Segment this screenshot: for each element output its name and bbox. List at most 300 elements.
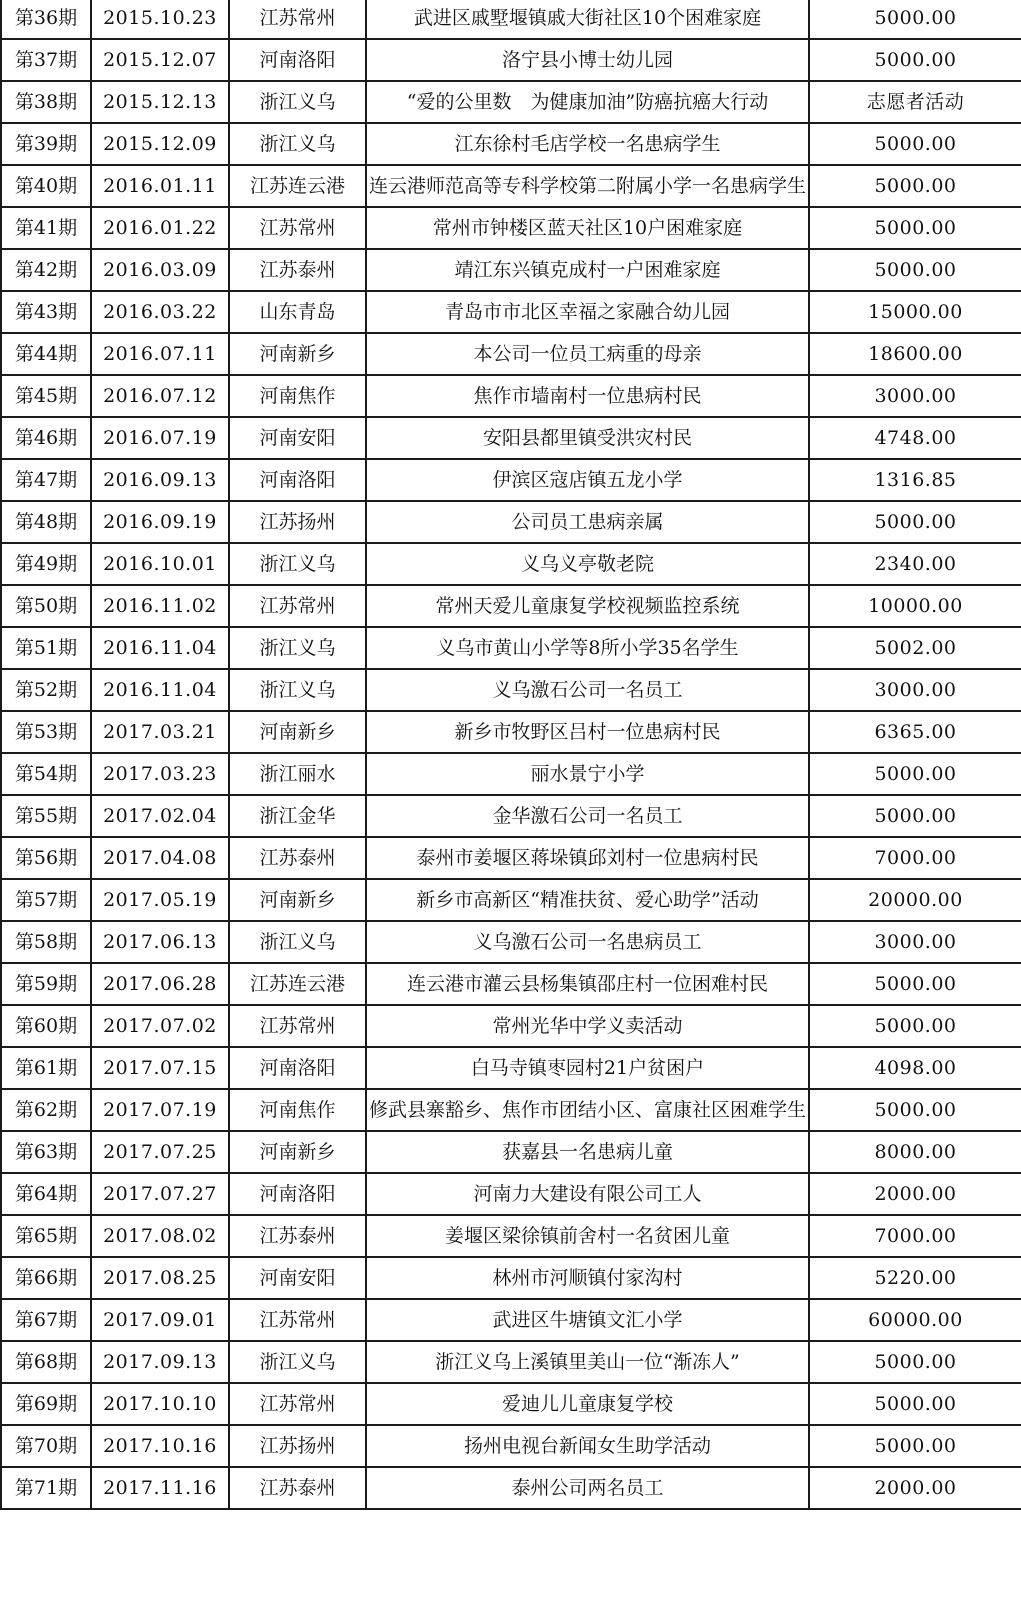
- beneficiary-cell-text: 江东徐村毛店学校一名患病学生: [454, 133, 721, 155]
- date-cell-text: 2017.10.16: [103, 1435, 217, 1457]
- beneficiary-cell: [366, 1299, 809, 1341]
- issue-cell: [1, 459, 91, 501]
- issue-cell-text: 第42期: [14, 259, 78, 281]
- beneficiary-cell: [366, 375, 809, 417]
- region-cell-text: 江苏泰州: [259, 259, 336, 281]
- date-cell-text: 2017.08.02: [103, 1225, 217, 1247]
- issue-cell: [1, 291, 91, 333]
- date-cell: [91, 501, 229, 543]
- date-cell: [91, 207, 229, 249]
- table-row: [1, 291, 1021, 333]
- issue-cell: [1, 1341, 91, 1383]
- region-cell: [229, 81, 366, 123]
- issue-cell-text: 第51期: [14, 637, 78, 659]
- amount-cell: [809, 501, 1021, 543]
- beneficiary-cell-text: 连云港师范高等专科学校第二附属小学一名患病学生: [368, 175, 806, 197]
- issue-cell: [1, 837, 91, 879]
- date-cell: [91, 291, 229, 333]
- beneficiary-cell-text: 爱迪儿儿童康复学校: [501, 1393, 673, 1415]
- date-cell: [91, 1467, 229, 1509]
- amount-cell-text: 15000.00: [868, 301, 963, 323]
- region-cell: [229, 333, 366, 375]
- region-cell-text: 浙江义乌: [259, 931, 336, 953]
- issue-cell-text: 第36期: [14, 7, 78, 29]
- beneficiary-cell: [366, 711, 809, 753]
- amount-cell-text: 5000.00: [874, 1099, 957, 1121]
- region-cell-text: 浙江义乌: [259, 679, 336, 701]
- amount-cell: [809, 1257, 1021, 1299]
- amount-cell: [809, 1341, 1021, 1383]
- region-cell: [229, 375, 366, 417]
- amount-cell-text: 4748.00: [874, 427, 957, 449]
- beneficiary-cell: [366, 1047, 809, 1089]
- beneficiary-cell: [366, 543, 809, 585]
- table-row: [1, 1299, 1021, 1341]
- region-cell-text: 河南安阳: [259, 1267, 336, 1289]
- amount-cell: [809, 1131, 1021, 1173]
- region-cell: [229, 1089, 366, 1131]
- issue-cell-text: 第43期: [14, 301, 78, 323]
- issue-cell: [1, 1257, 91, 1299]
- date-cell-text: 2017.07.19: [103, 1099, 217, 1121]
- table-row: [1, 39, 1021, 81]
- table-row: [1, 963, 1021, 1005]
- amount-cell-text: 2000.00: [874, 1183, 957, 1205]
- issue-cell-text: 第54期: [14, 763, 78, 785]
- amount-cell: [809, 1299, 1021, 1341]
- beneficiary-cell: [366, 627, 809, 669]
- issue-cell: [1, 1383, 91, 1425]
- region-cell: [229, 627, 366, 669]
- region-cell-text: 河南新乡: [259, 889, 336, 911]
- region-cell: [229, 1341, 366, 1383]
- issue-cell: [1, 1047, 91, 1089]
- amount-cell-text: 5000.00: [874, 763, 957, 785]
- issue-cell-text: 第55期: [14, 805, 78, 827]
- amount-cell: [809, 249, 1021, 291]
- amount-cell: [809, 81, 1021, 123]
- amount-cell-text: 60000.00: [868, 1309, 963, 1331]
- region-cell-text: 江苏连云港: [249, 175, 345, 197]
- beneficiary-cell: [366, 123, 809, 165]
- beneficiary-cell-text: 常州市钟楼区蓝天社区10户困难家庭: [432, 217, 743, 239]
- table-row: [1, 1383, 1021, 1425]
- beneficiary-cell-text: 金华激石公司一名员工: [492, 805, 683, 827]
- issue-cell: [1, 543, 91, 585]
- beneficiary-cell-text: “爱的公里数 为健康加油”防癌抗癌大行动: [406, 91, 769, 113]
- amount-cell: [809, 39, 1021, 81]
- issue-cell: [1, 879, 91, 921]
- date-cell-text: 2016.01.22: [103, 217, 217, 239]
- beneficiary-cell-text: 本公司一位员工病重的母亲: [473, 343, 702, 365]
- date-cell-text: 2016.03.22: [103, 301, 217, 323]
- issue-cell-text: 第60期: [14, 1015, 78, 1037]
- issue-cell-text: 第52期: [14, 679, 78, 701]
- beneficiary-cell-text: 武进区戚墅堰镇戚大街社区10个困难家庭: [413, 7, 762, 29]
- amount-cell-text: 3000.00: [874, 931, 957, 953]
- beneficiary-cell: [366, 1131, 809, 1173]
- amount-cell-text: 5000.00: [874, 259, 957, 281]
- table-row: [1, 879, 1021, 921]
- date-cell-text: 2015.10.23: [103, 7, 217, 29]
- issue-cell: [1, 585, 91, 627]
- beneficiary-cell-text: 白马寺镇枣园村21户贫困户: [470, 1057, 705, 1079]
- beneficiary-cell: [366, 165, 809, 207]
- issue-cell: [1, 0, 91, 39]
- beneficiary-cell: [366, 459, 809, 501]
- beneficiary-cell: [366, 501, 809, 543]
- date-cell-text: 2017.05.19: [103, 889, 217, 911]
- beneficiary-cell-text: 义乌义亭敬老院: [520, 553, 654, 575]
- beneficiary-cell-text: 新乡市高新区“精准扶贫、爱心助学”活动: [416, 889, 759, 911]
- table-row: [1, 795, 1021, 837]
- date-cell: [91, 627, 229, 669]
- amount-cell-text: 5000.00: [874, 175, 957, 197]
- table-row: [1, 1005, 1021, 1047]
- date-cell: [91, 1425, 229, 1467]
- date-cell: [91, 795, 229, 837]
- date-cell-text: 2016.11.02: [103, 595, 217, 617]
- table-row: [1, 1215, 1021, 1257]
- date-cell-text: 2016.07.19: [103, 427, 217, 449]
- beneficiary-cell-text: 常州天爱儿童康复学校视频监控系统: [435, 595, 740, 617]
- beneficiary-cell-text: 公司员工患病亲属: [511, 511, 664, 533]
- beneficiary-cell: [366, 207, 809, 249]
- table-row: [1, 669, 1021, 711]
- amount-cell: [809, 585, 1021, 627]
- table-row: [1, 1173, 1021, 1215]
- table-row: [1, 249, 1021, 291]
- amount-cell: [809, 1215, 1021, 1257]
- issue-cell: [1, 333, 91, 375]
- beneficiary-cell-text: 丽水景宁小学: [530, 763, 645, 785]
- table-row: [1, 81, 1021, 123]
- date-cell-text: 2016.07.12: [103, 385, 217, 407]
- region-cell-text: 江苏常州: [259, 7, 336, 29]
- region-cell-text: 浙江丽水: [259, 763, 336, 785]
- amount-cell-text: 5000.00: [874, 1015, 957, 1037]
- table-row: [1, 1425, 1021, 1467]
- beneficiary-cell: [366, 963, 809, 1005]
- date-cell-text: 2017.03.23: [103, 763, 217, 785]
- issue-cell-text: 第71期: [14, 1477, 78, 1499]
- date-cell: [91, 669, 229, 711]
- amount-cell-text: 6365.00: [874, 721, 957, 743]
- region-cell: [229, 1383, 366, 1425]
- issue-cell-text: 第57期: [14, 889, 78, 911]
- date-cell: [91, 711, 229, 753]
- issue-cell-text: 第61期: [14, 1057, 78, 1079]
- amount-cell: [809, 333, 1021, 375]
- amount-cell-text: 1316.85: [874, 469, 957, 491]
- amount-cell-text: 18600.00: [868, 343, 963, 365]
- amount-cell-text: 10000.00: [868, 595, 963, 617]
- table-row: [1, 1047, 1021, 1089]
- amount-cell: [809, 795, 1021, 837]
- date-cell: [91, 543, 229, 585]
- issue-cell: [1, 1425, 91, 1467]
- amount-cell-text: 5000.00: [874, 973, 957, 995]
- amount-cell: [809, 753, 1021, 795]
- issue-cell-text: 第39期: [14, 133, 78, 155]
- issue-cell-text: 第66期: [14, 1267, 78, 1289]
- beneficiary-cell: [366, 585, 809, 627]
- region-cell: [229, 1005, 366, 1047]
- beneficiary-cell: [366, 669, 809, 711]
- issue-cell: [1, 1131, 91, 1173]
- beneficiary-cell-text: 修武县寨豁乡、焦作市团结小区、富康社区困难学生: [368, 1099, 806, 1121]
- date-cell: [91, 1299, 229, 1341]
- date-cell-text: 2017.11.16: [103, 1477, 217, 1499]
- region-cell: [229, 1215, 366, 1257]
- amount-cell: [809, 711, 1021, 753]
- table-row: [1, 1131, 1021, 1173]
- region-cell-text: 江苏常州: [259, 1393, 336, 1415]
- issue-cell-text: 第50期: [14, 595, 78, 617]
- date-cell-text: 2017.07.15: [103, 1057, 217, 1079]
- beneficiary-cell: [366, 39, 809, 81]
- table-row: [1, 165, 1021, 207]
- amount-cell-text: 5000.00: [874, 1351, 957, 1373]
- region-cell: [229, 585, 366, 627]
- beneficiary-cell: [366, 81, 809, 123]
- region-cell-text: 江苏常州: [259, 1309, 336, 1331]
- amount-cell-text: 4098.00: [874, 1057, 957, 1079]
- date-cell: [91, 1005, 229, 1047]
- issue-cell-text: 第46期: [14, 427, 78, 449]
- amount-cell: [809, 1383, 1021, 1425]
- issue-cell-text: 第47期: [14, 469, 78, 491]
- region-cell: [229, 879, 366, 921]
- beneficiary-cell-text: 义乌激石公司一名患病员工: [473, 931, 702, 953]
- beneficiary-cell: [366, 795, 809, 837]
- amount-cell-text: 5000.00: [874, 133, 957, 155]
- issue-cell: [1, 39, 91, 81]
- date-cell-text: 2017.08.25: [103, 1267, 217, 1289]
- issue-cell: [1, 1299, 91, 1341]
- beneficiary-cell: [366, 1215, 809, 1257]
- date-cell: [91, 1341, 229, 1383]
- issue-cell-text: 第64期: [14, 1183, 78, 1205]
- region-cell: [229, 753, 366, 795]
- amount-cell: [809, 207, 1021, 249]
- beneficiary-cell: [366, 1425, 809, 1467]
- issue-cell: [1, 1173, 91, 1215]
- table-row: [1, 585, 1021, 627]
- date-cell: [91, 1215, 229, 1257]
- issue-cell: [1, 81, 91, 123]
- date-cell: [91, 81, 229, 123]
- date-cell: [91, 417, 229, 459]
- issue-cell-text: 第67期: [14, 1309, 78, 1331]
- issue-cell-text: 第58期: [14, 931, 78, 953]
- issue-cell-text: 第68期: [14, 1351, 78, 1373]
- date-cell-text: 2016.03.09: [103, 259, 217, 281]
- date-cell-text: 2016.09.19: [103, 511, 217, 533]
- date-cell-text: 2017.07.02: [103, 1015, 217, 1037]
- issue-cell: [1, 1467, 91, 1509]
- date-cell: [91, 165, 229, 207]
- amount-cell: [809, 963, 1021, 1005]
- amount-cell: [809, 123, 1021, 165]
- issue-cell-text: 第65期: [14, 1225, 78, 1247]
- amount-cell-text: 2340.00: [874, 553, 957, 575]
- region-cell-text: 浙江义乌: [259, 1351, 336, 1373]
- region-cell: [229, 123, 366, 165]
- issue-cell-text: 第59期: [14, 973, 78, 995]
- date-cell: [91, 837, 229, 879]
- date-cell: [91, 459, 229, 501]
- region-cell: [229, 963, 366, 1005]
- date-cell: [91, 963, 229, 1005]
- issue-cell: [1, 963, 91, 1005]
- date-cell-text: 2017.03.21: [103, 721, 217, 743]
- amount-cell: [809, 627, 1021, 669]
- region-cell: [229, 165, 366, 207]
- beneficiary-cell-text: 义乌激石公司一名员工: [492, 679, 683, 701]
- region-cell: [229, 795, 366, 837]
- beneficiary-cell-text: 姜堰区梁徐镇前舍村一名贫困儿童: [444, 1225, 730, 1247]
- beneficiary-cell-text: 泰州市姜堰区蒋垛镇邱刘村一位患病村民: [416, 847, 759, 869]
- amount-cell-text: 7000.00: [874, 847, 957, 869]
- date-cell: [91, 39, 229, 81]
- issue-cell: [1, 753, 91, 795]
- table-row: [1, 753, 1021, 795]
- region-cell: [229, 249, 366, 291]
- date-cell: [91, 1257, 229, 1299]
- amount-cell-text: 3000.00: [874, 679, 957, 701]
- region-cell-text: 江苏常州: [259, 595, 336, 617]
- region-cell-text: 河南洛阳: [259, 469, 336, 491]
- date-cell-text: 2016.09.13: [103, 469, 217, 491]
- region-cell: [229, 1299, 366, 1341]
- issue-cell: [1, 711, 91, 753]
- region-cell-text: 河南焦作: [259, 385, 336, 407]
- beneficiary-cell-text: 伊滨区寇店镇五龙小学: [492, 469, 683, 491]
- beneficiary-cell: [366, 1383, 809, 1425]
- date-cell-text: 2017.02.04: [103, 805, 217, 827]
- amount-cell: [809, 1425, 1021, 1467]
- region-cell: [229, 711, 366, 753]
- amount-cell: [809, 1005, 1021, 1047]
- date-cell-text: 2017.10.10: [103, 1393, 217, 1415]
- date-cell-text: 2016.11.04: [103, 637, 217, 659]
- issue-cell-text: 第49期: [14, 553, 78, 575]
- table-row: [1, 1467, 1021, 1509]
- region-cell: [229, 1257, 366, 1299]
- table-row: [1, 627, 1021, 669]
- table-row: [1, 0, 1021, 39]
- beneficiary-cell: [366, 1467, 809, 1509]
- beneficiary-cell-text: 武进区牛塘镇文汇小学: [492, 1309, 683, 1331]
- table-row: [1, 207, 1021, 249]
- date-cell-text: 2017.09.01: [103, 1309, 217, 1331]
- issue-cell-text: 第48期: [14, 511, 78, 533]
- region-cell-text: 江苏泰州: [259, 847, 336, 869]
- region-cell: [229, 207, 366, 249]
- amount-cell-text: 志愿者活动: [866, 91, 965, 113]
- amount-cell-text: 5000.00: [874, 49, 957, 71]
- table-row: [1, 501, 1021, 543]
- date-cell: [91, 1089, 229, 1131]
- region-cell-text: 江苏泰州: [259, 1477, 336, 1499]
- beneficiary-cell-text: 泰州公司两名员工: [511, 1477, 664, 1499]
- date-cell-text: 2015.12.13: [103, 91, 217, 113]
- issue-cell-text: 第38期: [14, 91, 78, 113]
- region-cell-text: 江苏扬州: [259, 511, 336, 533]
- date-cell-text: 2017.04.08: [103, 847, 217, 869]
- amount-cell: [809, 1173, 1021, 1215]
- date-cell: [91, 1173, 229, 1215]
- issue-cell-text: 第37期: [14, 49, 78, 71]
- beneficiary-cell-text: 获嘉县一名患病儿童: [501, 1141, 673, 1163]
- issue-cell-text: 第44期: [14, 343, 78, 365]
- region-cell: [229, 1425, 366, 1467]
- region-cell: [229, 669, 366, 711]
- beneficiary-cell: [366, 417, 809, 459]
- region-cell: [229, 921, 366, 963]
- issue-cell-text: 第53期: [14, 721, 78, 743]
- region-cell-text: 浙江义乌: [259, 91, 336, 113]
- table-row: [1, 543, 1021, 585]
- issue-cell-text: 第63期: [14, 1141, 78, 1163]
- date-cell-text: 2017.07.27: [103, 1183, 217, 1205]
- region-cell-text: 浙江义乌: [259, 133, 336, 155]
- region-cell-text: 河南新乡: [259, 1141, 336, 1163]
- date-cell-text: 2017.09.13: [103, 1351, 217, 1373]
- date-cell-text: 2016.07.11: [103, 343, 217, 365]
- issue-cell-text: 第56期: [14, 847, 78, 869]
- region-cell-text: 江苏常州: [259, 217, 336, 239]
- amount-cell: [809, 1089, 1021, 1131]
- region-cell-text: 浙江义乌: [259, 637, 336, 659]
- beneficiary-cell: [366, 291, 809, 333]
- region-cell-text: 河南新乡: [259, 343, 336, 365]
- region-cell: [229, 1047, 366, 1089]
- table-row: [1, 921, 1021, 963]
- amount-cell-text: 7000.00: [874, 1225, 957, 1247]
- region-cell-text: 浙江义乌: [259, 553, 336, 575]
- issue-cell: [1, 165, 91, 207]
- amount-cell: [809, 837, 1021, 879]
- issue-cell-text: 第69期: [14, 1393, 78, 1415]
- date-cell: [91, 753, 229, 795]
- issue-cell: [1, 207, 91, 249]
- region-cell-text: 河南洛阳: [259, 1183, 336, 1205]
- table-row: [1, 1257, 1021, 1299]
- amount-cell-text: 5000.00: [874, 7, 957, 29]
- amount-cell: [809, 1467, 1021, 1509]
- issue-cell-text: 第70期: [14, 1435, 78, 1457]
- amount-cell-text: 20000.00: [868, 889, 963, 911]
- beneficiary-cell: [366, 753, 809, 795]
- region-cell: [229, 39, 366, 81]
- region-cell-text: 河南新乡: [259, 721, 336, 743]
- table-body: [1, 0, 1021, 1509]
- beneficiary-cell: [366, 1257, 809, 1299]
- amount-cell: [809, 669, 1021, 711]
- region-cell: [229, 837, 366, 879]
- region-cell: [229, 291, 366, 333]
- table-row: [1, 375, 1021, 417]
- region-cell: [229, 417, 366, 459]
- beneficiary-cell: [366, 333, 809, 375]
- region-cell: [229, 0, 366, 39]
- beneficiary-cell-text: 河南力大建设有限公司工人: [473, 1183, 702, 1205]
- region-cell: [229, 1467, 366, 1509]
- region-cell-text: 江苏扬州: [259, 1435, 336, 1457]
- beneficiary-cell: [366, 249, 809, 291]
